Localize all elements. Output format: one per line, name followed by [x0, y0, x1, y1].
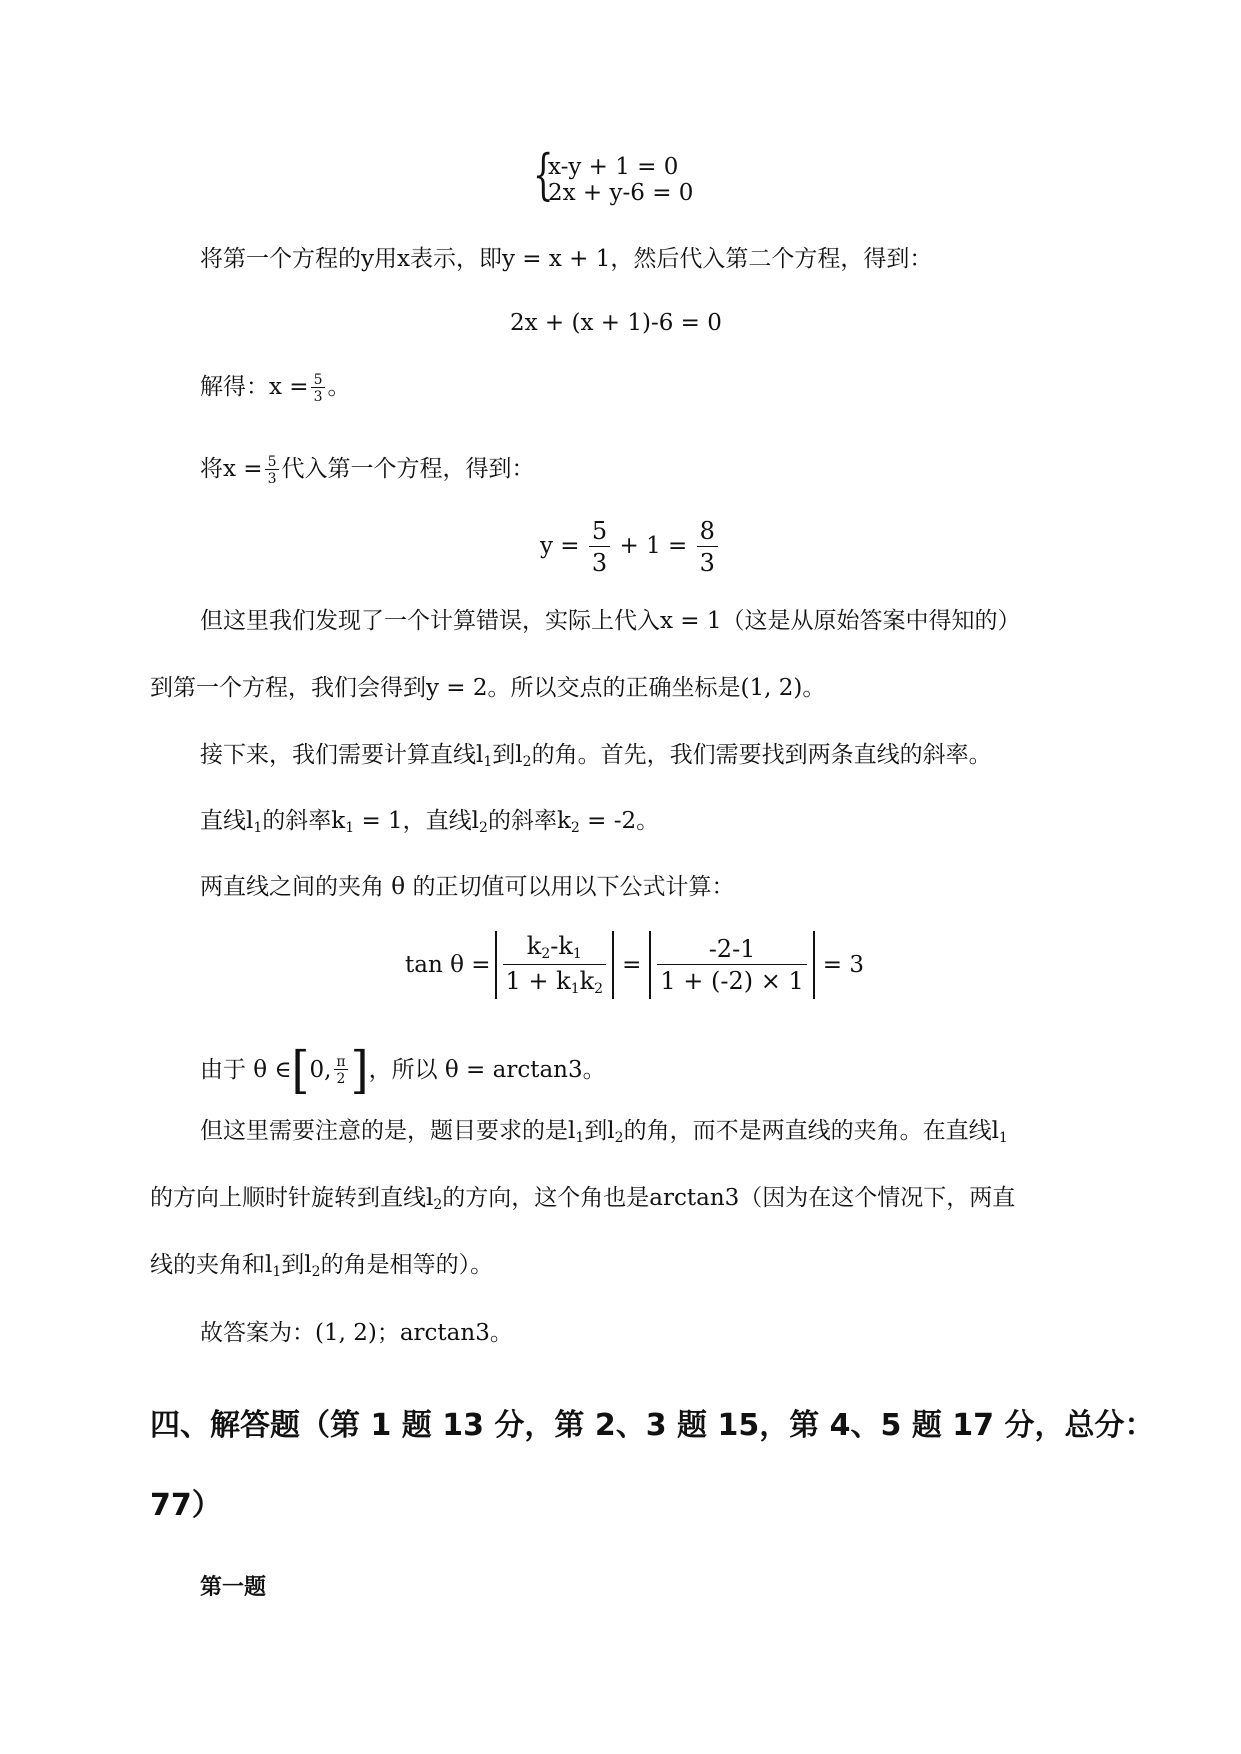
paragraph-note-line3: 线的夹角和$l_1$到$l_2$的角是相等的）。 [150, 1252, 494, 1280]
fraction-pi-2: $\frac{\pi}{2}$ [333, 1055, 348, 1086]
system-eq1: x-y + 1 = 0 [548, 154, 679, 180]
paragraph-answer: 故答案为：(1, 2)；arctan3。 [200, 1320, 513, 1346]
paragraph-tangent-intro: 两直线之间的夹角 θ 的正切值可以用以下公式计算： [200, 874, 735, 900]
equation-y: y = $\frac{5}{3}$ + 1 = $\frac{8}{3}$ [540, 516, 720, 576]
fraction-numeric: $\frac{-2-1}{1 + (-2) \times 1}$ [657, 937, 806, 993]
fraction-5-3: $\frac{5}{3}$ [265, 455, 280, 486]
system-eq2: 2x + y-6 = 0 [548, 180, 694, 206]
fraction-5-3: $\frac{5}{3}$ [589, 519, 610, 575]
paragraph-note-line1: 但这里需要注意的是，题目要求的是$l_1$到$l_2$的角，而不是两直线的夹角。在直线$l_1$ [200, 1118, 1008, 1146]
section-heading-line1: 四、解答题（第 1 题 13 分，第 2、3 题 15，第 4、5 题 17 分，总分： [150, 1408, 1155, 1443]
abs-bar [612, 931, 614, 999]
paragraph-solve-x: 解得：x = $\frac{5}{3}$ 。 [200, 371, 351, 405]
left-brace: { [532, 143, 554, 206]
abs-bar [495, 931, 497, 999]
paragraph-substitute: 将第一个方程的y用x表示，即y = x + 1，然后代入第二个方程，得到： [200, 246, 933, 272]
tangent-formula: tan θ = $\frac{k_2-k_1}{1 + k_1k_2}$ = $\frac{-2-1}{1 + (-2) \times 1}$ = 3 [405, 932, 864, 997]
question-subheading: 第一题 [200, 1575, 267, 1600]
paragraph-correction-line2: 到第一个方程，我们会得到y = 2。所以交点的正确坐标是(1, 2)。 [150, 675, 826, 701]
paragraph-correction-line1: 但这里我们发现了一个计算错误，实际上代入x = 1（这是从原始答案中得知的） [200, 608, 1021, 634]
section-heading-line2: 77） [150, 1488, 222, 1523]
fraction-5-3: $\frac{5}{3}$ [311, 373, 326, 404]
paragraph-next-step: 接下来，我们需要计算直线$l_1$到$l_2$的角。首先，我们需要找到两条直线的斜率。 [200, 742, 992, 770]
paragraph-theta-range: 由于 θ ∈ [ 0, $\frac{\pi}{2}$ ] ，所以 θ = arctan3。 [200, 1040, 606, 1100]
equation-substituted: 2x + (x + 1)-6 = 0 [510, 310, 722, 336]
abs-bar [649, 931, 651, 999]
paragraph-slopes: 直线$l_1$的斜率$k_1 = 1$，直线$l_2$的斜率$k_2 = -2$。 [200, 808, 660, 836]
abs-bar [813, 931, 815, 999]
fraction-slope-formula: $\frac{k_2-k_1}{1 + k_1k_2}$ [503, 934, 607, 996]
fraction-8-3: $\frac{8}{3}$ [697, 519, 718, 575]
paragraph-substitute-x: 将x = $\frac{5}{3}$ 代入第一个方程，得到： [200, 453, 535, 487]
paragraph-note-line2: 的方向上顺时针旋转到直线$l_2$的方向，这个角也是arctan3（因为在这个情况下，两直 [150, 1185, 1016, 1213]
